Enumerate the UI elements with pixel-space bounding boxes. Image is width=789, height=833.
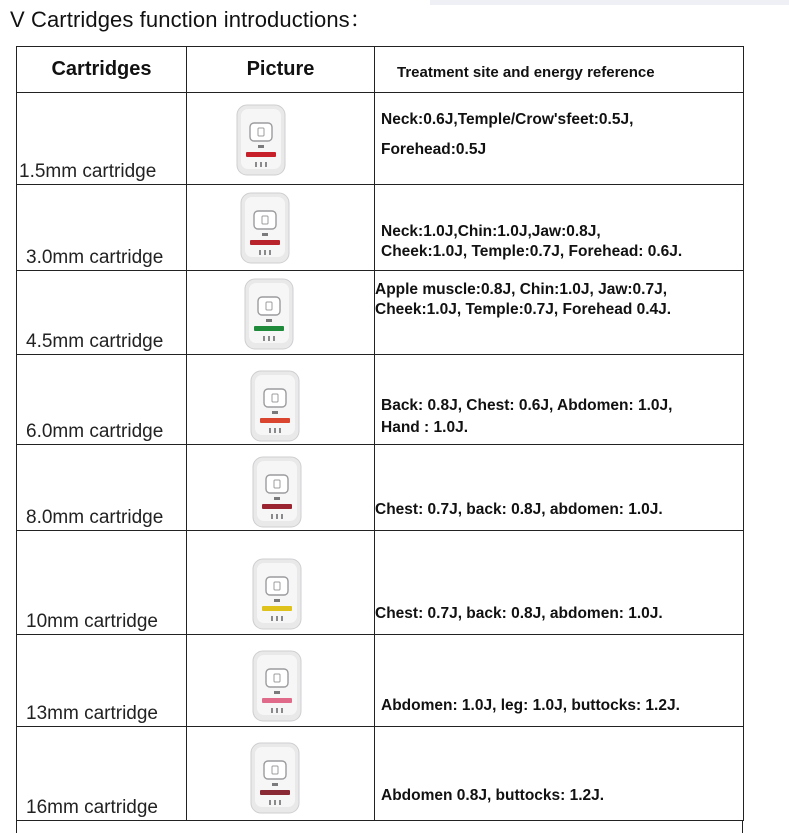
cartridge-name-cell	[17, 445, 187, 530]
cartridge-image	[233, 103, 289, 179]
treatment-line	[381, 241, 682, 263]
cartridge-name: 16mm cartridge	[26, 797, 158, 818]
cartridge-picture-cell	[187, 635, 375, 726]
cartridge-name-cell	[17, 271, 187, 354]
cartridge-name: 4.5mm cartridge	[26, 331, 164, 352]
cartridge-picture-cell	[187, 445, 375, 530]
treatment-text: Temple/Crow's	[457, 111, 567, 128]
cartridge-image	[237, 191, 293, 267]
cartridge-picture-cell	[187, 271, 375, 354]
treatment-text: Jaw:0.8J,	[531, 223, 601, 240]
treatment-line	[381, 139, 486, 161]
treatment-cell	[375, 185, 744, 270]
table-bottom-edge	[16, 820, 743, 833]
treatment-text: Neck:0.6J,	[381, 111, 458, 128]
cartridge-name-cell	[17, 185, 187, 270]
treatment-line	[381, 395, 672, 417]
treatment-line	[381, 785, 604, 807]
cartridge-image	[247, 741, 303, 817]
table-row	[17, 93, 744, 185]
table-row	[17, 635, 744, 727]
cartridge-picture-cell	[187, 355, 375, 444]
table-row	[17, 271, 744, 355]
treatment-text: Neck:1.0J,	[381, 223, 458, 240]
cartridge-image	[249, 649, 305, 725]
treatment-cell	[375, 93, 744, 184]
treatment-line	[381, 221, 743, 243]
cartridge-picture-cell	[187, 93, 375, 184]
treatment-text: Hand : 1.0J.	[381, 419, 468, 436]
treatment-text: Back: 0.8J, Chest: 0.6J, Abdomen: 1.0J,	[381, 397, 673, 414]
header-treatment: Treatment site and energy reference	[375, 47, 744, 92]
cartridge-name: 3.0mm cartridge	[26, 247, 164, 268]
table-body	[17, 93, 744, 821]
table-row	[17, 185, 744, 271]
treatment-cell	[375, 727, 744, 820]
treatment-text: Chest: 0.7J, back: 0.8J, abdomen: 1.0J.	[375, 605, 663, 622]
cartridge-picture-cell	[187, 185, 375, 270]
treatment-line	[375, 499, 663, 521]
top-background-band	[430, 0, 789, 5]
page-title: V Cartridges function introductions：	[10, 7, 372, 32]
treatment-text: Chin:1.0J,	[457, 223, 532, 240]
treatment-text: Cheek:1.0J, Temple:0.7J, Forehead: 0.6J.	[381, 243, 683, 260]
table-row	[17, 445, 744, 531]
cartridge-picture-cell	[187, 531, 375, 634]
cartridge-name: 8.0mm cartridge	[26, 507, 164, 528]
treatment-text: Cheek:1.0J, Temple:0.7J, Forehead 0.4J.	[375, 301, 672, 318]
treatment-line	[381, 695, 680, 717]
cartridge-name: 6.0mm cartridge	[26, 421, 164, 442]
treatment-cell	[375, 271, 744, 354]
cartridge-picture-cell	[187, 727, 375, 820]
cartridge-name-cell	[17, 727, 187, 820]
treatment-cell	[375, 355, 744, 444]
cartridge-name: 13mm cartridge	[26, 703, 158, 724]
treatment-line	[375, 299, 671, 321]
treatment-text: feet:0.5J,	[566, 111, 634, 128]
table-header-row	[17, 47, 744, 93]
treatment-text: Abdomen 0.8J, buttocks: 1.2J.	[381, 787, 605, 804]
table-row	[17, 355, 744, 445]
cartridge-name-cell	[17, 355, 187, 444]
cartridge-name-cell	[17, 93, 187, 184]
treatment-cell	[375, 445, 744, 530]
treatment-text: Chest: 0.7J, back: 0.8J, abdomen: 1.0J.	[375, 501, 663, 518]
cartridge-name: 1.5mm cartridge	[19, 161, 157, 182]
treatment-text: Forehead:0.5J	[381, 141, 487, 158]
cartridge-image	[241, 277, 297, 353]
cartridge-image	[249, 557, 305, 633]
treatment-cell	[375, 531, 744, 634]
cartridge-name-cell	[17, 635, 187, 726]
treatment-cell	[375, 635, 744, 726]
cartridge-name: 10mm cartridge	[26, 611, 158, 632]
treatment-line	[375, 279, 667, 301]
treatment-text: Apple muscle:0.8J, Chin:1.0J, Jaw:0.7J,	[375, 281, 668, 298]
cartridge-name-cell	[17, 531, 187, 634]
header-cartridges: Cartridges	[17, 47, 187, 92]
treatment-line	[381, 417, 468, 439]
cartridge-table	[16, 46, 744, 821]
table-row	[17, 531, 744, 635]
table-row	[17, 727, 744, 821]
cartridge-image	[247, 369, 303, 444]
header-picture: Picture	[187, 47, 375, 92]
treatment-text: Abdomen: 1.0J, leg: 1.0J, buttocks: 1.2J.	[381, 697, 680, 714]
treatment-line	[375, 603, 663, 625]
treatment-line	[381, 109, 743, 131]
cartridge-image	[249, 455, 305, 530]
